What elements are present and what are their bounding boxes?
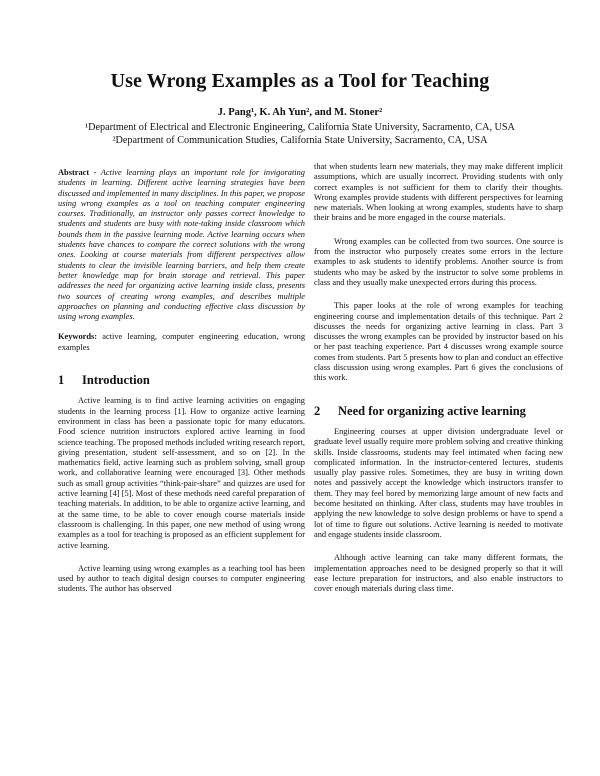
section-2-title: Need for organizing active learning bbox=[338, 403, 526, 418]
affiliation-1: ¹Department of Electrical and Electronic Engineering, California State University, Sacramento, CA, USA bbox=[85, 122, 515, 133]
author-list: J. Pang¹, K. Ah Yun², and M. Stoner² bbox=[217, 107, 383, 118]
section-1-heading bbox=[58, 373, 305, 388]
section-1-paragraph-2-continued: that when students learn new materials, they may make different implicit assumptions, which are usually incorrect. Providing students with only correct examples is not sufficient for them to clarify their thoughts. Wrong examples provide students with different perspectives for learning new materials. When looking at wrong examples, students have to sharp their brains and be more engaged in the course materials. bbox=[314, 162, 563, 223]
section-2-paragraph-1: Engineering courses at upper division undergraduate level or graduate level usually require more problem solving and creative thinking skills. Inside classrooms, students may feel intimated when facing new complicated information. In the instructor-centered lectures, students usually play passive roles. Sometimes, they are busy in writing down notes and passively accept the knowledge which instructors transfer to them. They may feel bored by memorizing large amount of new facts and become hesitated on thinking. After class, students may have troubles in applying the new knowledge to solve design problems or have to spend a lot of time to figure out solutions. Active learning is needed to motivate and engage students inside classroom. bbox=[314, 426, 563, 539]
section-1-paragraph-1: Active learning is to find active learning activities on engaging students in the learning process [1]. How to organize active learning environment in class has been a passionate topic for many educators. Food science nutrition instructors explored active learning in food science teaching. The proposed methods included writing research report, giving presentation, student self-assessment, and so on [2]. In the mathematics field, active learning such as problem solving, small group work, and collaborative learning were encouraged [3]. Other methods such as small group activities “think-pair-share” and quizzes are used for active learning [4] [5]. Most of these methods need careful preparation of teaching materials. In addition, to be able to organize active learning, and at the same time, to be able to cover enough course materials inside classroom is challenging. In this paper, one new method of using wrong examples as a tool for teaching is proposed as an efficient supplement for active learning. bbox=[58, 396, 305, 550]
section-1-paragraph-3: Wrong examples can be collected from two sources. One source is from the instructor who purposely creates some errors in the lecture examples to ask students to identify problems. Another source is from students who may be asked by the instructor to solve some problems in class and they usually make unexpected errors during this process. bbox=[314, 236, 563, 287]
abstract-label: Abstract - bbox=[58, 168, 97, 177]
section-1-number: 1 bbox=[58, 373, 65, 388]
section-1-title: Introduction bbox=[82, 373, 150, 388]
keywords-label: Keywords: bbox=[58, 332, 98, 342]
section-1-paragraph-2: Active learning using wrong examples as a teaching tool has been used by author to teach digital design courses to computer engineering students. The author has observed bbox=[58, 563, 305, 594]
section-1-paragraph-4: This paper looks at the role of wrong examples for teaching engineering course and implementation details of this technique. Part 2 discusses the needs for organizing active learning in class. Part 3 discusses the wrong examples can be provided by instructor based on his or her past teaching experience. Part 4 discusses wrong example source comes from students. Part 5 presents how to plan and conduct an effective class discussion using wrong examples. Part 6 gives the conclusions of this work. bbox=[314, 301, 563, 383]
keywords bbox=[58, 332, 305, 353]
section-2-number: 2 bbox=[314, 403, 321, 418]
paper-title: Use Wrong Examples as a Tool for Teaching bbox=[110, 70, 490, 92]
keywords-text: active learning, computer engineering education, wrong examples bbox=[58, 332, 306, 352]
affiliation-2: ²Department of Communication Studies, California State University, Sacramento, CA, USA bbox=[112, 135, 488, 146]
abstract bbox=[58, 168, 305, 322]
section-2-heading bbox=[314, 403, 563, 418]
left-column bbox=[58, 168, 305, 595]
right-column bbox=[314, 162, 563, 594]
abstract-text: Active learning plays an important role for invigorating students in learning. Different active learning strategies have been discussed and implemented in many disciplines. In this paper, we propose using wrong examples as a tool on teaching computer engineering courses. Traditionally, an instructor only passes correct knowledge to students and students are busy with note-taking inside classroom which bounds them in the passive learning mode. Active learning occurs when students have chances to compare the correct solutions with the wrong ones. Looking at course materials from different perspectives allow students to clear the invisible learning barriers, and help them create better knowledge map for brain storage and retrieval. This paper addresses the need for organizing active learning inside class, presents two sources of creating wrong examples, and describes multiple approaches on planning and conducting effective class discussion by using wrong examples. bbox=[58, 168, 305, 322]
section-2-paragraph-2: Although active learning can take many different formats, the implementation approaches need to be designed properly so that it will ease lecture preparation for instructors, and also enable instructors to cover enough materials during class time. bbox=[314, 553, 563, 594]
